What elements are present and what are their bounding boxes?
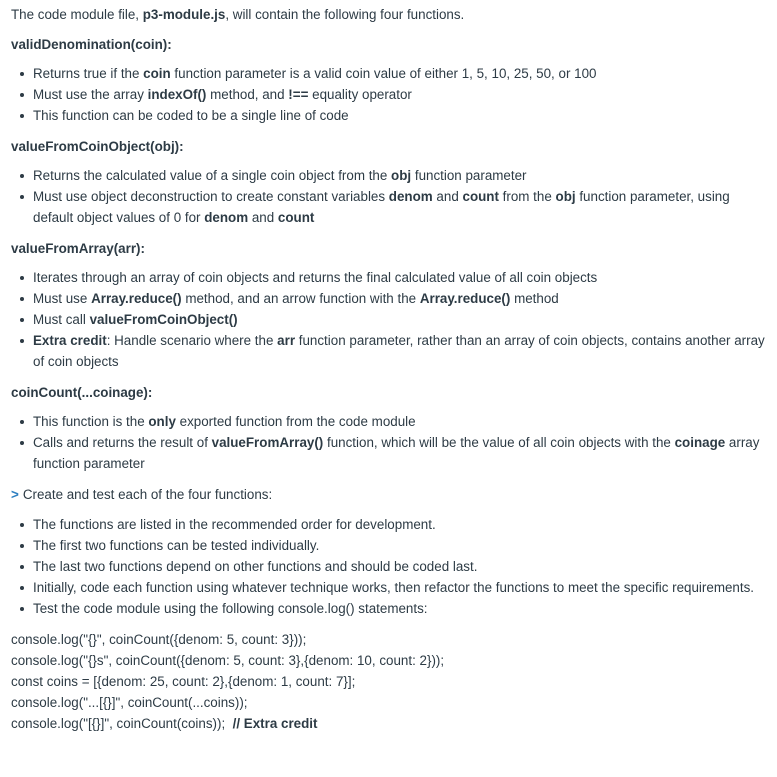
code-line: const coins = [{denom: 25, count: 2},{denom: 1, count: 7}]; [11,674,356,689]
list-item: Extra credit: Handle scenario where the arr function parameter, rather than an array of coin objects, contains another array of coin objects [33,330,771,372]
list-item: Test the code module using the following console.log() statements: [33,598,771,619]
task-heading: > Create and test each of the four functions: [11,487,273,502]
list-item: The last two functions depend on other functions and should be coded last. [33,556,771,577]
list-item: Returns the calculated value of a single coin object from the obj function parameter [33,165,771,186]
function-heading-validdenomination: validDenomination(coin): [11,37,172,52]
list-item: Must call valueFromCoinObject() [33,309,771,330]
list-item: Must use the array indexOf() method, and !== equality operator [33,84,771,105]
intro-paragraph: The code module file, p3-module.js, will contain the following four functions. [11,7,465,22]
valuefromcoinobject-requirements [11,165,771,228]
list-item: The first two functions can be tested individually. [33,535,771,556]
code-line: console.log("[{}]", coinCount(coins)); // Extra credit [11,716,318,731]
chevron-right-icon: > [11,487,19,502]
list-item: Initially, code each function using whatever technique works, then refactor the functions to meet the specific requirements. [33,577,771,598]
code-line: console.log("{}s", coinCount({denom: 5, count: 3},{denom: 10, count: 2})); [11,653,445,668]
extra-credit-comment: // Extra credit [232,716,318,731]
list-item: Calls and returns the result of valueFromArray() function, which will be the value of all coin objects with the coinage array function parameter [33,432,771,474]
list-item: The functions are listed in the recommended order for development. [33,514,771,535]
list-item: This function can be coded to be a single line of code [33,105,771,126]
list-item: This function is the only exported function from the code module [33,411,771,432]
module-filename: p3-module.js [142,7,226,22]
list-item: Must use object deconstruction to create constant variables denom and count from the obj function parameter, using default object values of 0 for denom and count [33,186,771,228]
test-code-block [11,629,771,734]
function-heading-coincount: coinCount(...coinage): [11,385,153,400]
function-heading-valuefromcoinobject: valueFromCoinObject(obj): [11,139,184,154]
code-line: console.log("{}", coinCount({denom: 5, count: 3})); [11,632,307,647]
list-item: Must use Array.reduce() method, and an arrow function with the Array.reduce() method [33,288,771,309]
function-heading-valuefromarray: valueFromArray(arr): [11,241,145,256]
valuefromarray-requirements [11,267,771,372]
task-list [11,514,771,619]
code-line: console.log("...[{}]", coinCount(...coins)); [11,695,248,710]
list-item: Iterates through an array of coin objects and returns the final calculated value of all coin objects [33,267,771,288]
validdenomination-requirements [11,63,771,126]
coincount-requirements [11,411,771,474]
list-item: Returns true if the coin function parameter is a valid coin value of either 1, 5, 10, 25, 50, or 100 [33,63,771,84]
